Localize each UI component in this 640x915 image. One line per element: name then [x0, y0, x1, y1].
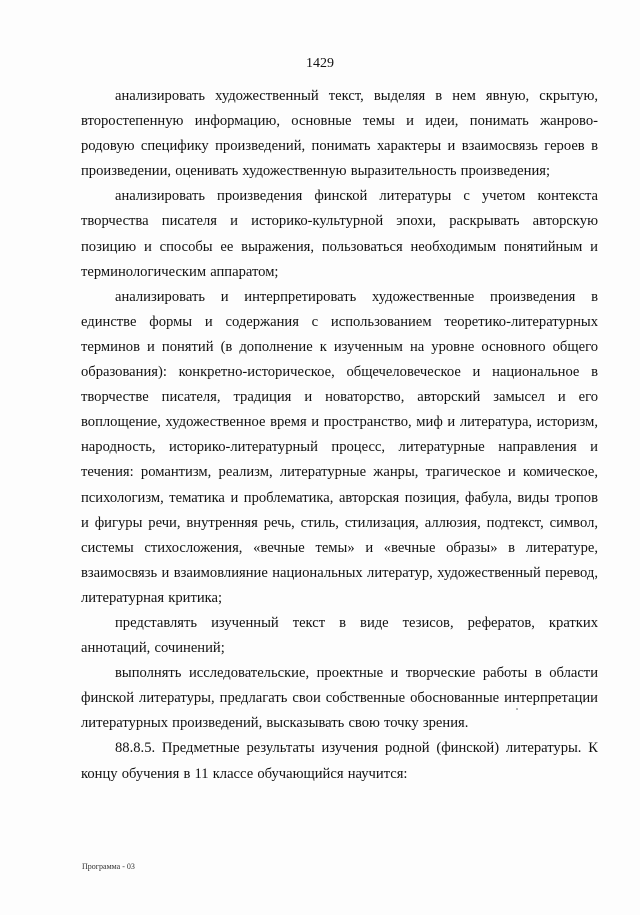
page-number: 1429 — [306, 56, 334, 71]
paragraph-present-text: представлять изученный текст в виде тезисов, рефератов, кратких аннотаций, сочинений; — [81, 614, 598, 657]
paragraph-analyze-finnish-literature: анализировать произведения финской литературы с учетом контекста творчества писателя и историко-культурной эпохи, раскрывать авторскую позицию и способы ее выражения, пользоваться необходимым понятийным и терминологическим аппаратом; — [81, 188, 598, 280]
footer-label: Программа - 03 — [82, 862, 135, 871]
paragraph-analyze-text: анализировать художественный текст, выделяя в нем явную, скрытую, второстепенную информацию, основные темы и идеи, понимать жанрово-родовую специфику произведений, понимать характеры и взаимосвязь героев в произведении, оценивать художественную выразительность произведения; — [81, 88, 598, 180]
document-body — [81, 84, 598, 787]
scan-speck — [516, 708, 518, 710]
paragraph-subject-results: 88.8.5. Предметные результаты изучения родной (финской) литературы. К концу обучения в 11 классе обучающийся научится: — [81, 740, 598, 782]
paragraph-interpret-works: анализировать и интерпретировать художественные произведения в единстве формы и содержания с использованием теоретико-литературных терминов и понятий (в дополнение к изученным на уровне основного общего образования): конкретно-историческое, общечеловеческое и национальное в творчестве писателя, традиция и новаторство, авторский замысел и его воплощение, художественное время и пространство, миф и литература, историзм, народность, историко-литературный процесс, литературные направления и течения: романтизм, реализм, литературные жанры, трагическое и комическое, психологизм, тематика и проблематика, авторская позиция, фабула, виды тропов и фигуры речи, внутренняя речь, стиль, стилизация, аллюзия, подтекст, символ, системы стихосложения, «вечные темы» и «вечные образы» в литературе, взаимосвязь и взаимовлияние национальных литератур, художественный перевод, литературная критика; — [81, 288, 598, 606]
paragraph-research-work: выполнять исследовательские, проектные и творческие работы в области финской литературы, предлагать свои собственные обоснованные интерпретации литературных произведений, высказывать свою точку зрения. — [81, 665, 598, 732]
